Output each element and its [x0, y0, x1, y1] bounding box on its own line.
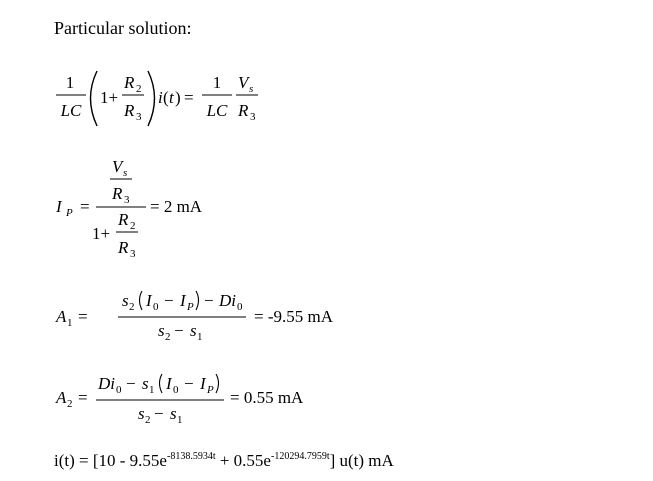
- eq3-s2: s: [122, 291, 129, 310]
- eq4-den-s1: s: [170, 404, 177, 423]
- equation-a2: [54, 369, 334, 427]
- eq4-paren-close: [216, 374, 219, 393]
- eq3-di0: Di: [219, 291, 236, 310]
- eq2-equals: =: [80, 197, 90, 216]
- eq1-vs-sub: s: [249, 83, 254, 95]
- eq1-vs: V: [238, 73, 249, 92]
- eq3-den-s1-sub: 1: [197, 331, 203, 343]
- eq4-den-s1-sub: 1: [177, 414, 183, 426]
- eq1-r3-sub: 3: [136, 111, 142, 123]
- eq2-result: = 2 mA: [150, 197, 203, 216]
- eq1-r3: R: [124, 101, 135, 120]
- equation-a1: [54, 286, 344, 344]
- eq4-lhs-sub: 2: [67, 398, 73, 410]
- eq4-lhs-a: A: [56, 388, 67, 407]
- final-exponent-1: -8138.5934t: [166, 451, 216, 462]
- eq3-lhs-a: A: [56, 307, 67, 326]
- eq4-i0: I: [166, 374, 172, 393]
- final-part-3: ] u(t) mA: [329, 451, 394, 470]
- eq2-r2-sub: 2: [130, 220, 136, 232]
- eq3-i0-sub: 0: [153, 301, 159, 313]
- eq3-minus-1: −: [164, 291, 174, 310]
- eq3-den-minus: −: [174, 321, 184, 340]
- eq2-r2: R: [118, 210, 129, 229]
- eq1-big-paren-left: [91, 71, 98, 126]
- eq3-ip: I: [180, 291, 186, 310]
- eq3-minus-2: −: [204, 291, 214, 310]
- eq4-minus-2: −: [184, 374, 194, 393]
- eq1-lc-left: LC: [60, 101, 82, 120]
- eq4-minus-1: −: [126, 374, 136, 393]
- eq1-r3-right-sub: 3: [250, 111, 256, 123]
- equation-ip: [54, 154, 254, 264]
- eq1-equals: =: [184, 88, 194, 107]
- eq1-one-plus: 1+: [100, 88, 119, 107]
- eq4-i0-sub: 0: [173, 384, 179, 396]
- eq3-den-s2-sub: 2: [165, 331, 171, 343]
- section-heading: Particular solution:: [54, 18, 192, 38]
- eq1-r2: R: [124, 73, 135, 92]
- eq3-lhs-sub: 1: [67, 317, 73, 329]
- eq2-r3-den: R: [118, 238, 129, 257]
- eq1-paren-close: ): [175, 88, 181, 107]
- eq3-i0: I: [146, 291, 152, 310]
- eq1-lc-right: LC: [206, 101, 228, 120]
- eq4-paren-open: [160, 374, 163, 393]
- eq1-func-i: i: [158, 88, 163, 107]
- eq4-equals: =: [78, 388, 88, 407]
- eq4-result: = 0.55 mA: [230, 388, 304, 407]
- eq2-lhs-i: I: [56, 197, 62, 216]
- eq2-one-plus: 1+: [92, 224, 111, 243]
- final-exponent-2: -120294.7959t: [270, 451, 330, 462]
- eq1-one-right: 1: [212, 73, 222, 92]
- eq2-vs: V: [112, 157, 123, 176]
- eq1-big-paren-right: [148, 71, 155, 126]
- eq2-r3-num-sub: 3: [124, 194, 130, 206]
- eq2-lhs-sub: P: [66, 207, 73, 219]
- eq4-den-s2: s: [138, 404, 145, 423]
- eq4-ip: I: [200, 374, 206, 393]
- final-part-2: + 0.55e: [215, 451, 271, 470]
- eq4-s1: s: [142, 374, 149, 393]
- eq3-ip-sub: P: [187, 301, 194, 313]
- eq3-den-s1: s: [190, 321, 197, 340]
- eq3-s2-sub: 2: [129, 301, 135, 313]
- eq4-di0: Di: [98, 374, 115, 393]
- eq4-di0-sub: 0: [116, 384, 122, 396]
- eq1-one-left: 1: [65, 73, 75, 92]
- eq3-den-s2: s: [158, 321, 165, 340]
- eq1-r2-sub: 2: [136, 83, 142, 95]
- eq3-equals: =: [78, 307, 88, 326]
- eq3-paren-close: [196, 291, 199, 310]
- eq4-s1-sub: 1: [149, 384, 155, 396]
- eq2-r3-num: R: [112, 184, 123, 203]
- eq4-ip-sub: P: [207, 384, 214, 396]
- final-part-1: i(t) = [10 - 9.55e: [54, 451, 167, 470]
- final-solution: [54, 451, 394, 471]
- eq1-paren-open: (: [163, 88, 169, 107]
- eq1-r3-right: R: [238, 101, 249, 120]
- eq2-vs-sub: s: [123, 167, 128, 179]
- eq4-den-minus: −: [154, 404, 164, 423]
- eq2-r3-den-sub: 3: [130, 248, 136, 260]
- eq1-var-t: t: [169, 88, 174, 107]
- eq3-di0-sub: 0: [237, 301, 243, 313]
- eq4-den-s2-sub: 2: [145, 414, 151, 426]
- eq3-paren-open: [140, 291, 143, 310]
- equation-particular-ode: [54, 66, 284, 134]
- eq3-result: = -9.55 mA: [254, 307, 333, 326]
